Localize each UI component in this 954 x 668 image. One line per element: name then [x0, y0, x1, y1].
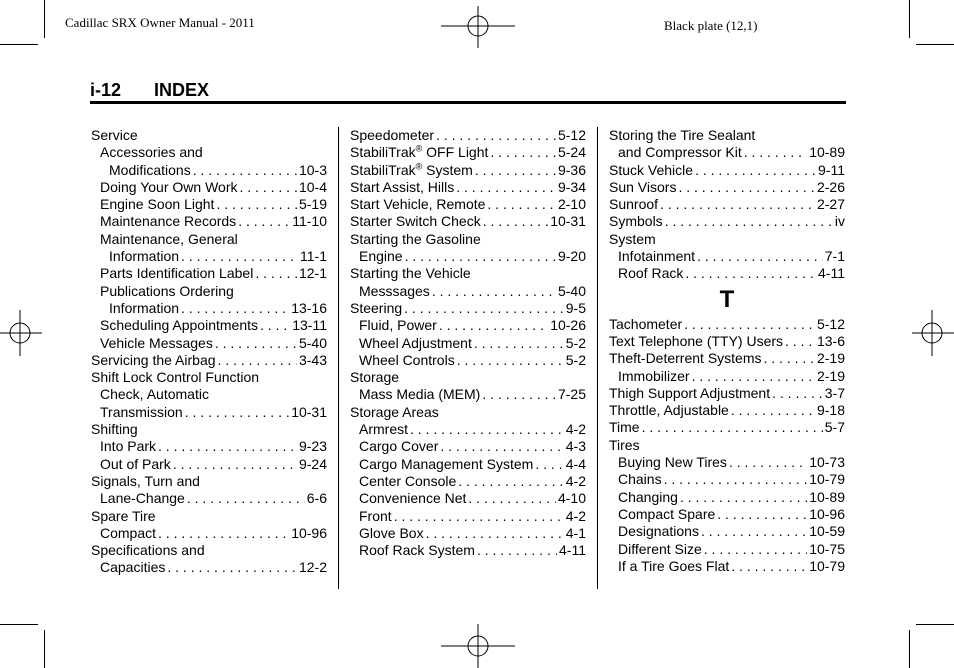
index-entry — [350, 317, 586, 334]
dot-leader — [697, 248, 823, 265]
index-entry-page: 4-10 — [557, 490, 586, 507]
dot-leader — [216, 196, 297, 213]
index-entry — [350, 300, 586, 317]
dot-leader — [456, 179, 556, 196]
index-entry-term: Roof Rack — [618, 265, 684, 282]
index-entry — [91, 179, 327, 196]
index-entry — [91, 525, 327, 542]
index-entry — [350, 386, 586, 403]
index-entry-term: Changing — [618, 488, 678, 505]
index-entry-page: 2-27 — [816, 196, 845, 213]
index-entry-page: 10-75 — [809, 540, 845, 557]
index-entry — [350, 127, 586, 144]
index-entry-term: Start Vehicle, Remote — [350, 196, 486, 213]
dot-leader — [255, 265, 297, 282]
index-column-2 — [350, 127, 586, 559]
index-entry — [91, 421, 327, 438]
index-entry-page: 7-1 — [824, 248, 845, 265]
dot-leader — [695, 162, 816, 179]
index-entry-page: 2-26 — [816, 178, 845, 195]
index-entry-page: 4-1 — [565, 524, 586, 541]
index-entry-page: 4-11 — [559, 542, 586, 559]
index-entry-term: Immobilizer — [618, 367, 690, 384]
crop-mark — [44, 0, 45, 38]
column-divider — [597, 127, 598, 589]
dot-leader — [482, 386, 556, 403]
dot-leader — [187, 490, 305, 507]
index-entry-page: 5-12 — [816, 315, 845, 332]
dot-leader — [685, 265, 816, 282]
index-entry — [609, 127, 845, 144]
index-entry-term: Compact Spare — [618, 505, 716, 522]
index-entry-page: 2-10 — [557, 196, 586, 213]
index-entry-page: 9-20 — [557, 248, 586, 265]
index-entry-term: Stuck Vehicle — [609, 161, 694, 178]
index-entry — [609, 523, 845, 540]
index-entry-term: Servicing the Airbag — [91, 351, 216, 368]
index-entry-term: Storage Areas — [350, 403, 439, 420]
dot-leader — [394, 508, 564, 525]
index-entry-page: 10-79 — [809, 471, 845, 488]
index-entry — [609, 333, 845, 350]
index-entry — [91, 317, 327, 334]
index-entry-term: Glove Box — [359, 524, 424, 541]
index-entry-page: 10-4 — [298, 178, 327, 195]
index-entry — [350, 144, 586, 161]
index-entry — [609, 162, 845, 179]
index-entry — [609, 248, 845, 265]
dot-leader — [772, 385, 823, 402]
index-entry-page: 4-2 — [565, 472, 586, 489]
index-entry — [350, 162, 586, 179]
index-entry-term: Sunroof — [609, 196, 659, 213]
crop-mark — [0, 44, 38, 45]
index-entry-page: 9-18 — [816, 402, 845, 419]
index-entry-term: Publications Ordering — [100, 282, 234, 299]
index-entry-page: 4-11 — [818, 265, 845, 282]
index-entry-term: Parts Identification Label — [100, 265, 254, 282]
index-entry-term: Cargo Cover — [359, 438, 439, 455]
index-entry — [350, 248, 586, 265]
index-entry-page: 5-40 — [557, 282, 586, 299]
dot-leader — [426, 525, 564, 542]
index-entry — [609, 196, 845, 213]
index-entry-term: Thigh Support Adjustment — [609, 384, 771, 401]
dot-leader — [432, 283, 556, 300]
index-column-1 — [91, 127, 327, 577]
index-entry-term: Storage — [350, 369, 400, 386]
crop-mark — [916, 44, 954, 45]
dot-leader — [701, 523, 807, 540]
dot-leader — [457, 352, 564, 369]
document-title: Cadillac SRX Owner Manual - 2011 — [65, 15, 255, 30]
index-entry-term: Spare Tire — [91, 507, 156, 524]
dot-leader — [483, 213, 548, 230]
dot-leader — [158, 438, 297, 455]
index-entry — [91, 231, 327, 248]
index-entry — [609, 454, 845, 471]
dot-leader — [173, 456, 297, 473]
index-entry-term: Lane-Change — [100, 490, 185, 507]
index-entry — [609, 368, 845, 385]
index-entry — [91, 300, 327, 317]
index-entry — [91, 283, 327, 300]
dot-leader — [744, 144, 807, 161]
index-entry-page: 9-24 — [298, 455, 327, 472]
index-entry — [350, 335, 586, 352]
dot-leader — [439, 317, 548, 334]
index-entry — [350, 369, 586, 386]
index-entry-term: Vehicle Messages — [100, 334, 213, 351]
index-entry-page: 7-25 — [557, 386, 586, 403]
index-entry — [91, 144, 327, 161]
index-entry — [91, 456, 327, 473]
index-entry — [350, 542, 586, 559]
index-entry — [609, 213, 845, 230]
registration-mark-icon — [441, 6, 515, 48]
index-entry — [91, 335, 327, 352]
column-divider — [338, 127, 339, 589]
index-entry-page: 12-2 — [298, 559, 327, 576]
dot-leader — [239, 179, 296, 196]
index-entry-page: 5-2 — [565, 351, 586, 368]
index-entry-page: 9-11 — [818, 161, 845, 178]
index-entry-term: Time — [609, 419, 640, 436]
index-entry-term: Convenience Net — [359, 490, 467, 507]
index-entry — [609, 265, 845, 282]
index-entry-term: Armrest — [359, 421, 408, 438]
index-entry-term: Scheduling Appointments — [100, 317, 258, 334]
index-entry — [609, 144, 845, 161]
index-entry-term: Mass Media (MEM) — [359, 386, 481, 403]
dot-leader — [405, 248, 556, 265]
index-entry-page: 13-11 — [292, 317, 327, 334]
index-section-letter: T — [719, 285, 735, 313]
index-entry-term: Designations — [618, 523, 699, 540]
index-entry — [609, 489, 845, 506]
index-entry-term: Theft-Deterrent Systems — [609, 350, 762, 367]
index-entry — [91, 404, 327, 421]
index-entry — [91, 386, 327, 403]
index-entry-page: 6-6 — [306, 490, 327, 507]
index-entry-page: 11-10 — [292, 213, 327, 230]
index-entry-page: 3-7 — [824, 384, 845, 401]
index-entry-page: 5-40 — [298, 334, 327, 351]
index-entry-page: 5-19 — [298, 196, 327, 213]
index-entry — [350, 231, 586, 248]
index-entry-term: and Compressor Kit — [618, 144, 742, 161]
index-entry — [350, 283, 586, 300]
index-entry — [350, 352, 586, 369]
index-entry-term: Cargo Management System — [359, 455, 534, 472]
index-entry-page: 9-5 — [565, 299, 586, 316]
index-column-3 — [609, 127, 845, 575]
index-entry-term: Information — [109, 248, 180, 265]
index-entry-page: 10-96 — [291, 524, 327, 541]
index-entry-page: 10-31 — [550, 213, 586, 230]
index-entry-page: 10-3 — [298, 161, 327, 178]
index-entry-term: Specifications and — [91, 542, 205, 559]
index-entry-page: 10-96 — [809, 505, 845, 522]
index-entry-page: 4-2 — [565, 507, 586, 524]
dot-leader — [684, 316, 815, 333]
index-entry-page: 5-12 — [557, 127, 586, 143]
index-entry — [350, 196, 586, 213]
index-entry-term: Capacities — [100, 559, 166, 576]
index-entry-term: Information — [109, 299, 180, 316]
page-title: INDEX — [154, 80, 210, 100]
crop-mark — [0, 624, 38, 625]
dot-leader — [490, 144, 556, 161]
index-entry-term: Out of Park — [100, 455, 171, 472]
index-entry-term: Modifications — [109, 161, 191, 178]
crop-mark — [909, 630, 910, 668]
index-entry — [350, 421, 586, 438]
index-entry-term: Symbols — [609, 213, 663, 230]
dot-leader — [440, 438, 563, 455]
index-entry-page: 10-89 — [809, 488, 845, 505]
index-entry-page: 12-1 — [298, 265, 327, 282]
index-entry-term: Shift Lock Control Function — [91, 369, 260, 386]
dot-leader — [680, 489, 807, 506]
index-entry-page: 3-43 — [298, 351, 327, 368]
dot-leader — [158, 525, 289, 542]
index-entry — [609, 231, 845, 248]
index-entry — [609, 471, 845, 488]
crop-mark — [916, 624, 954, 625]
index-entry — [91, 162, 327, 179]
index-entry-page: 5-7 — [824, 419, 845, 436]
dot-leader — [692, 368, 815, 385]
index-entry-term: Start Assist, Hills — [350, 178, 455, 195]
index-entry-term: Accessories and — [100, 144, 203, 161]
dot-leader — [487, 196, 556, 213]
index-entry-term: System — [609, 230, 656, 247]
index-entry — [91, 248, 327, 265]
index-entry-term: Check, Automatic — [100, 386, 209, 403]
index-entry — [609, 316, 845, 333]
page-number: i-12 — [90, 80, 122, 100]
index-entry-page: 5-24 — [557, 144, 586, 161]
index-entry-term: Doing Your Own Work — [100, 178, 238, 195]
index-entry-term: Different Size — [618, 540, 702, 557]
index-entry-term: StabiliTrak® System — [350, 160, 473, 178]
index-entry — [350, 265, 586, 282]
index-entry-term: If a Tire Goes Flat — [618, 557, 730, 574]
index-entry — [609, 437, 845, 454]
dot-leader — [785, 333, 815, 350]
dot-leader — [238, 213, 290, 230]
dot-leader — [477, 542, 557, 559]
index-entry — [609, 385, 845, 402]
index-entry-page: 10-73 — [809, 454, 845, 471]
index-entry-term: Engine Soon Light — [100, 196, 215, 213]
index-entry — [350, 438, 586, 455]
index-entry — [91, 559, 327, 576]
index-entry — [91, 127, 327, 144]
dot-leader — [436, 127, 556, 144]
index-entry-page: 10-89 — [809, 144, 845, 161]
index-entry-term: Front — [359, 507, 392, 524]
dot-leader — [704, 541, 807, 558]
dot-leader — [193, 162, 297, 179]
index-entry — [609, 558, 845, 575]
index-entry-page: 10-79 — [809, 557, 845, 574]
index-entry — [91, 508, 327, 525]
dot-leader — [215, 335, 297, 352]
index-entry — [91, 213, 327, 230]
index-entry-term: Sun Visors — [609, 178, 677, 195]
index-entry-term: Maintenance Records — [100, 213, 237, 230]
index-entry-term: Tires — [609, 436, 640, 453]
dot-leader — [664, 471, 808, 488]
index-entry-term: Messsages — [359, 282, 430, 299]
index-entry — [350, 179, 586, 196]
index-entry-term: Tachometer — [609, 315, 683, 332]
index-entry-page: 9-36 — [557, 161, 586, 178]
index-entry — [91, 196, 327, 213]
index-entry-term: Transmission — [100, 403, 183, 420]
index-entry — [350, 456, 586, 473]
dot-leader — [185, 404, 289, 421]
dot-leader — [458, 473, 563, 490]
index-entry-term: Center Console — [359, 472, 457, 489]
index-entry — [91, 473, 327, 490]
index-entry-page: 2-19 — [816, 367, 845, 384]
index-entry-page: 9-34 — [557, 178, 586, 195]
index-entry-term: Fluid, Power — [359, 317, 437, 334]
index-entry — [609, 402, 845, 419]
registration-mark-icon — [441, 624, 515, 668]
index-entry-term: Storing the Tire Sealant — [609, 127, 756, 143]
index-entry-term: Buying New Tires — [618, 454, 727, 471]
index-entry-page: 10-31 — [291, 403, 327, 420]
index-entry-page: 11-1 — [300, 248, 327, 265]
crop-mark — [44, 630, 45, 668]
index-entry-page: 13-6 — [816, 332, 845, 349]
plate-label: Black plate (12,1) — [664, 18, 758, 33]
index-entry-term: StabiliTrak® OFF Light — [350, 143, 489, 161]
index-entry-term: Steering — [350, 299, 403, 316]
index-entry — [609, 506, 845, 523]
registration-mark-icon — [0, 310, 42, 356]
dot-leader — [729, 454, 807, 471]
index-entry-term: Throttle, Adjustable — [609, 402, 729, 419]
dot-leader — [410, 421, 564, 438]
index-entry-term: Text Telephone (TTY) Users — [609, 332, 784, 349]
index-entry-term: Wheel Controls — [359, 351, 455, 368]
dot-leader — [678, 179, 815, 196]
index-entry — [609, 419, 845, 436]
index-entry — [350, 404, 586, 421]
index-entry-page: 4-2 — [565, 421, 586, 438]
index-entry — [609, 350, 845, 367]
dot-leader — [167, 559, 297, 576]
index-entry — [91, 265, 327, 282]
dot-leader — [181, 248, 298, 265]
dot-leader — [468, 490, 556, 507]
index-entry — [91, 438, 327, 455]
index-entry — [91, 490, 327, 507]
index-entry-term: Into Park — [100, 438, 157, 455]
index-entry — [350, 525, 586, 542]
index-entry-term: Service — [91, 127, 138, 143]
dot-leader — [717, 506, 807, 523]
crop-mark — [909, 0, 910, 38]
registration-mark-icon — [912, 310, 954, 356]
index-entry — [91, 352, 327, 369]
index-entry-term: Wheel Adjustment — [359, 334, 472, 351]
index-entry-page: 9-23 — [298, 438, 327, 455]
index-entry — [350, 490, 586, 507]
index-entry — [609, 179, 845, 196]
index-entry-term: Roof Rack System — [359, 542, 475, 559]
dot-leader — [404, 300, 564, 317]
index-entry-term: Starter Switch Check — [350, 213, 481, 230]
index-entry-term: Speedometer — [350, 127, 435, 143]
dot-leader — [475, 162, 556, 179]
dot-leader — [731, 558, 807, 575]
dot-leader — [642, 419, 823, 436]
index-entry-page: 5-2 — [565, 334, 586, 351]
index-entry-page: 4-4 — [565, 455, 586, 472]
index-entry-page: 10-26 — [550, 317, 586, 334]
page-heading — [90, 80, 846, 104]
index-entry — [350, 508, 586, 525]
index-entry-page: 10-59 — [809, 523, 845, 540]
index-entry-term: Engine — [359, 248, 403, 265]
dot-leader — [218, 352, 297, 369]
index-entry-term: Starting the Vehicle — [350, 265, 471, 282]
index-entry-page: iv — [834, 213, 845, 230]
dot-leader — [660, 196, 815, 213]
index-entry — [91, 542, 327, 559]
index-entry-page: 13-16 — [291, 299, 327, 316]
dot-leader — [665, 213, 833, 230]
dot-leader — [535, 456, 563, 473]
dot-leader — [260, 317, 290, 334]
index-entry — [609, 541, 845, 558]
dot-leader — [181, 300, 289, 317]
index-entry-page: 4-3 — [565, 438, 586, 455]
index-entry-term: Maintenance, General — [100, 230, 238, 247]
index-entry-term: Signals, Turn and — [91, 472, 200, 489]
dot-leader — [764, 350, 815, 367]
dot-leader — [474, 335, 564, 352]
index-entry-term: Chains — [618, 471, 662, 488]
index-entry-term: Shifting — [91, 421, 138, 438]
index-entry — [91, 369, 327, 386]
index-entry-term: Infotainment — [618, 248, 696, 265]
index-entry-term: Compact — [100, 524, 157, 541]
dot-leader — [731, 402, 815, 419]
index-entry — [350, 213, 586, 230]
index-entry-term: Starting the Gasoline — [350, 230, 481, 247]
index-entry — [350, 473, 586, 490]
index-entry-page: 2-19 — [816, 350, 845, 367]
